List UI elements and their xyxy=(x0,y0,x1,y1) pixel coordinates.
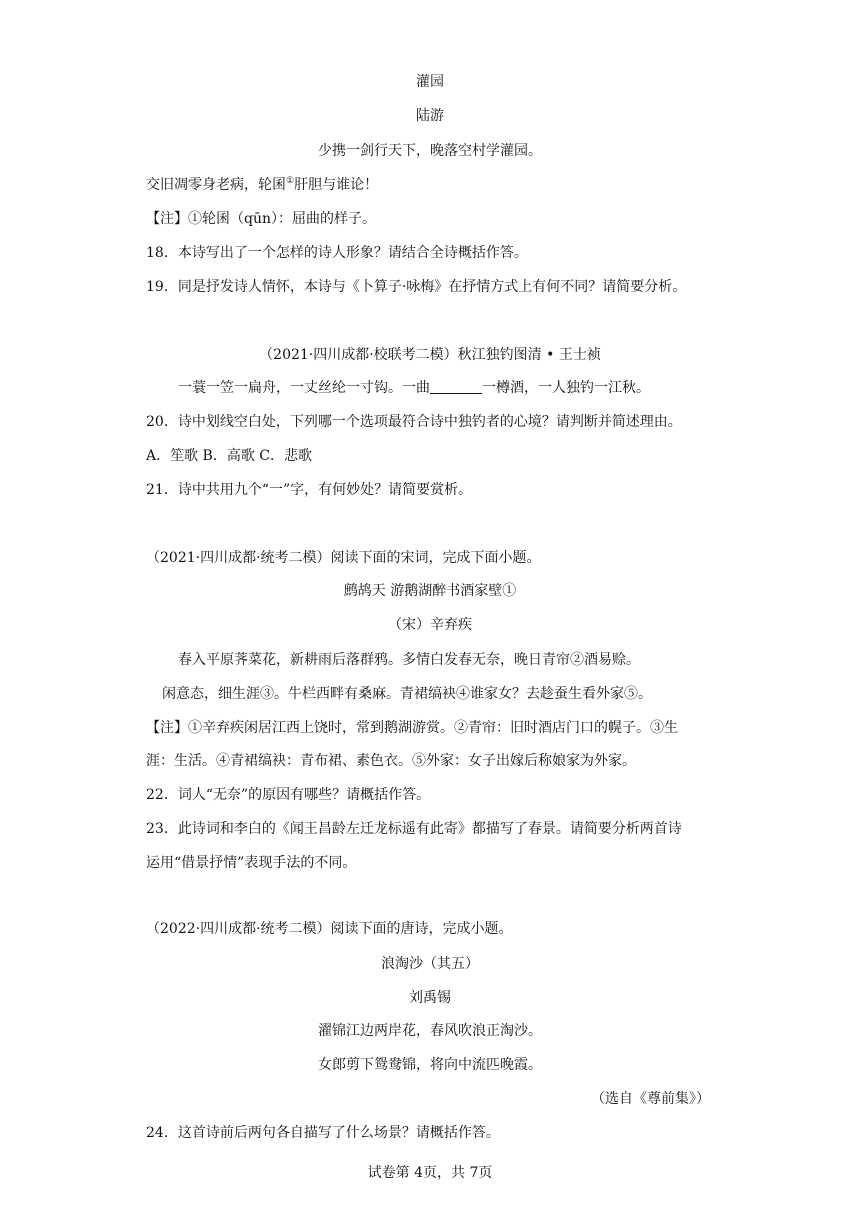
annotation-note: 涯：生活。④青裙缟袂：青布裙、素色衣。⑤外家：女子出嫁后称娘家为外家。 xyxy=(146,753,636,769)
poem-line: 少携一剑行天下，晚落空村学灌园。 xyxy=(318,143,542,159)
question-23-cont: 运用“借景抒情”表现手法的不同。 xyxy=(146,855,357,871)
poem-line-text: 交旧凋零身老病，轮囷 xyxy=(146,177,286,193)
question-23: 23．此诗词和李白的《闻王昌龄左迁龙标遥有此寄》都描写了春景。请简要分析两首诗 xyxy=(146,821,682,837)
annotation-note: 【注】①轮囷（qūn）：屈曲的样子。 xyxy=(146,211,376,227)
poem-line: 濯锦江边两岸花，春风吹浪正淘沙。 xyxy=(318,1023,542,1039)
poem-author: 刘禹锡 xyxy=(409,990,451,1006)
annotation-note: 【注】①辛弃疾闲居江西上饶时，常到鹅湖游赏。②青帘：旧时酒店门口的幌子。③生 xyxy=(146,720,678,736)
answer-options: A．笙歌 B．高歌 C．悲歌 xyxy=(146,448,313,464)
section-heading: （2021·四川成都·统考二模）阅读下面的宋词，完成下面小题。 xyxy=(146,550,541,566)
poem-author: 陆游 xyxy=(416,108,444,124)
question-20: 20．诗中划线空白处，下列哪一个选项最符合诗中独钓者的心境？请判断并简述理由。 xyxy=(146,414,682,430)
page-footer: 试卷第 4页，共 7页 xyxy=(367,1165,493,1181)
poem-author: （宋）辛弃疾 xyxy=(388,617,472,633)
poem-line: 女郎剪下鸳鸯锦，将向中流匹晚霞。 xyxy=(318,1057,542,1073)
section-heading: （2021·四川成都·校联考二模）秋江独钓图清 • 王士祯 xyxy=(259,347,601,363)
poem-line-text: 一樽酒，一人独钓一江秋。 xyxy=(482,380,650,396)
fill-in-blank xyxy=(430,379,482,394)
question-24: 24．这首诗前后两句各自描写了什么场景？请概括作答。 xyxy=(146,1125,500,1141)
poem-line xyxy=(178,378,650,398)
poem-title: 灌园 xyxy=(416,74,444,90)
poem-title: 浪淘沙（其五） xyxy=(381,956,479,972)
poem-source: （选自《尊前集》） xyxy=(591,1091,710,1107)
poem-line: 春入平原荠菜花，新耕雨后落群鸦。多情白发春无奈，晚日青帘②酒易赊。 xyxy=(178,652,640,668)
question-21: 21．诗中共用九个“一”字，有何妙处？请简要赏析。 xyxy=(146,482,473,498)
poem-line: 闲意态，细生涯③。牛栏西畔有桑麻。青裙缟袂④谁家女？去趁蚕生看外家⑤。 xyxy=(162,686,652,702)
question-19: 19．同是抒发诗人情怀，本诗与《卜算子·咏梅》在抒情方式上有何不同？请简要分析。 xyxy=(146,279,687,295)
poem-title: 鹧鸪天 游鹅湖醉书酒家壁① xyxy=(343,583,517,599)
section-heading: （2022·四川成都·统考二模）阅读下面的唐诗，完成小题。 xyxy=(146,921,513,937)
poem-line-text: 肝胆与谁论！ xyxy=(294,177,379,193)
poem-line xyxy=(146,175,378,195)
poem-line-text: 一蓑一笠一扁舟，一丈丝纶一寸钩。一曲 xyxy=(178,380,430,396)
footnote-mark: ① xyxy=(286,176,295,186)
question-18: 18．本诗写出了一个怎样的诗人形象？请结合全诗概括作答。 xyxy=(146,245,528,261)
question-22: 22．词人“无奈”的原因有哪些？请概括作答。 xyxy=(146,787,431,803)
